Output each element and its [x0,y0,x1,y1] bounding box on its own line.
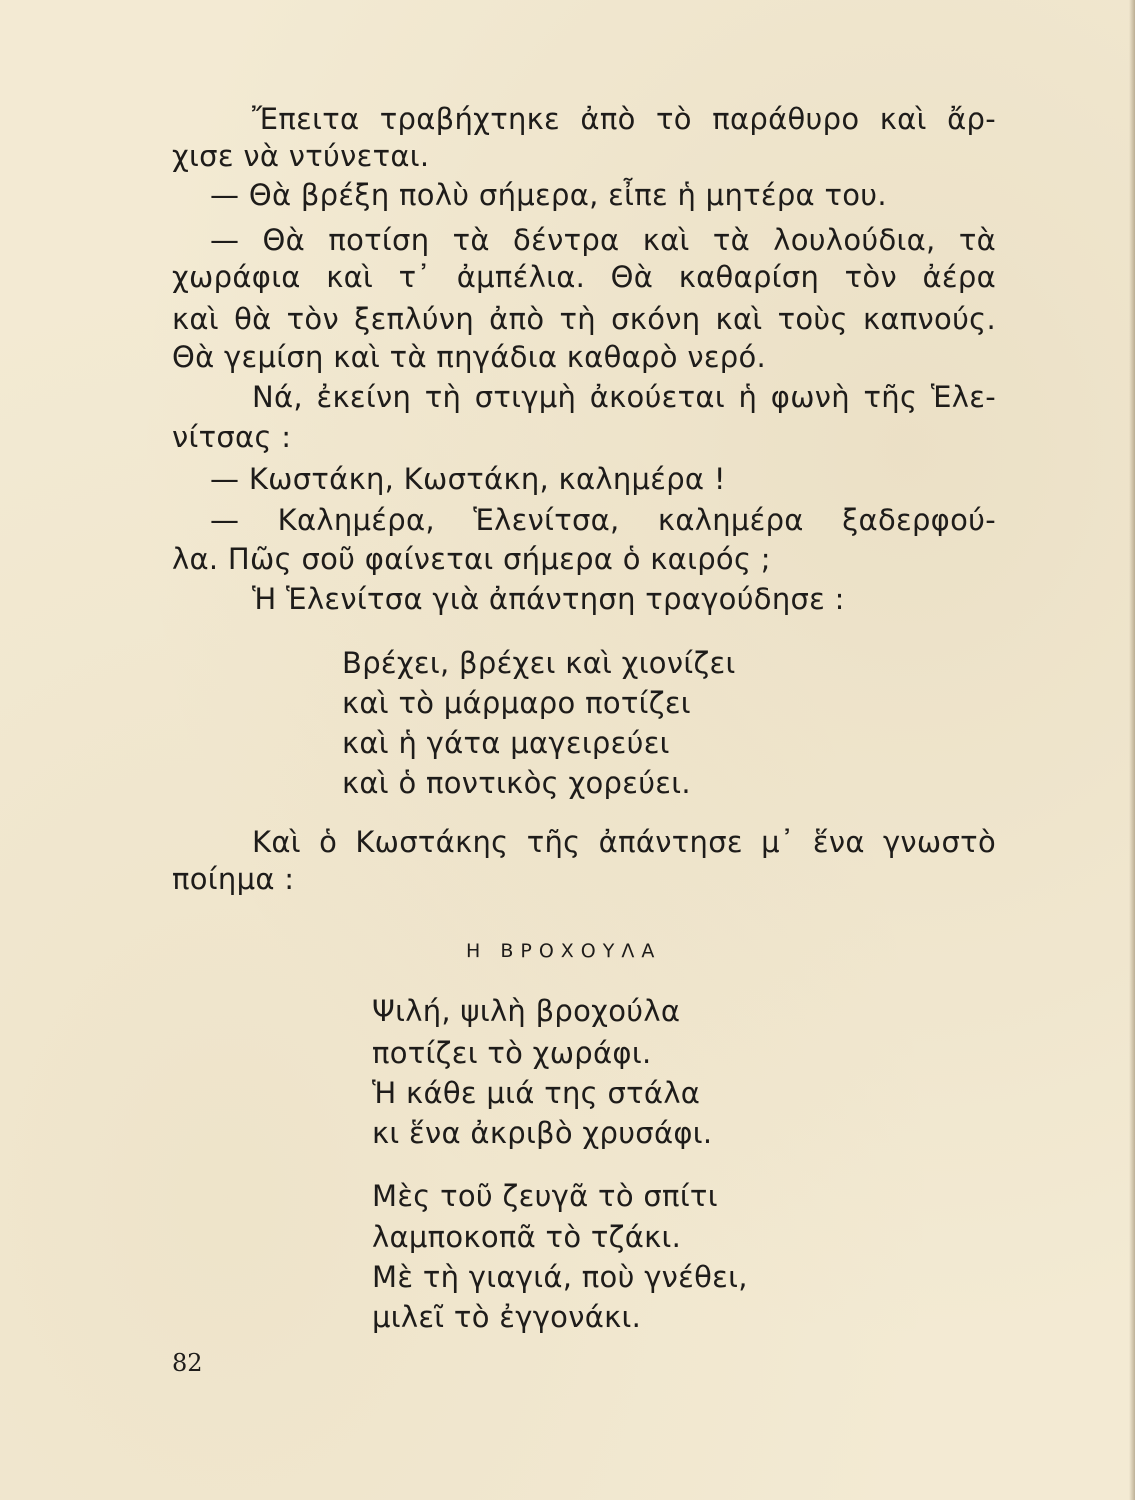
prose-line: — Κωστάκη, Κωστάκη, καλημέρα ! [210,462,726,496]
stanza-line: Μὲ τὴ γιαγιά, ποὺ γνέθει, [372,1260,748,1294]
verse-line: καὶ τὸ μάρμαρο ποτίζει [342,686,691,720]
prose-line: Ἔπειτα τραβήχτηκε ἀπὸ τὸ παράθυρο καὶ ἄρ- [252,102,996,136]
prose-line: — Θὰ ποτίση τὰ δέντρα καὶ τὰ λουλούδια, τὰ [210,223,996,257]
prose-line: ποίημα : [172,862,295,896]
prose-line: χισε νὰ ντύνεται. [172,139,430,173]
prose-line: χωράφια καὶ τ᾽ ἀμπέλια. Θὰ καθαρίση τὸν ἀέρα [172,260,996,294]
prose-line: λα. Πῶς σοῦ φαίνεται σήμερα ὁ καιρός ; [172,542,771,576]
prose-line: νίτσας : [172,420,292,454]
poem-title: Η ΒΡΟΧΟΥΛΑ [466,940,662,962]
prose-line: — Καλημέρα, Ἑλενίτσα, καλημέρα ξαδερφού- [210,503,996,537]
prose-line: Θὰ γεμίση καὶ τὰ πηγάδια καθαρὸ νερό. [172,340,767,374]
prose-line: Νά, ἐκείνη τὴ στιγμὴ ἀκούεται ἡ φωνὴ τῆς Ἑλε- [252,380,996,414]
prose-line: Ἡ Ἑλενίτσα γιὰ ἀπάντηση τραγούδησε : [252,582,845,616]
verse-line: καὶ ὁ ποντικὸς χορεύει. [342,766,691,800]
stanza-line: λαμποκοπᾶ τὸ τζάκι. [372,1220,682,1254]
verse-line: καὶ ἡ γάτα μαγειρεύει [342,726,670,760]
stanza-line: ποτίζει τὸ χωράφι. [372,1036,652,1070]
prose-line: καὶ θὰ τὸν ξεπλύνη ἀπὸ τὴ σκόνη καὶ τοὺς καπνούς. [172,302,996,336]
verse-line: Βρέχει, βρέχει καὶ χιονίζει [342,646,736,680]
stanza-line: Ἡ κάθε μιά της στάλα [372,1076,701,1110]
stanza-line: κι ἕνα ἀκριβὸ χρυσάφι. [372,1116,713,1150]
prose-line: Καὶ ὁ Κωστάκης τῆς ἀπάντησε μ᾽ ἕνα γνωστὸ [252,825,996,859]
prose-line: — Θὰ βρέξη πολὺ σήμερα, εἶπε ἡ μητέρα του. [210,178,887,212]
stanza-line: Ψιλή, ψιλὴ βροχούλα [372,994,681,1028]
page-number: 82 [172,1349,203,1377]
page-edge-shadow [1129,0,1135,1500]
stanza-line: μιλεῖ τὸ ἐγγονάκι. [372,1300,642,1334]
stanza-line: Μὲς τοῦ ζευγᾶ τὸ σπίτι [372,1179,718,1213]
